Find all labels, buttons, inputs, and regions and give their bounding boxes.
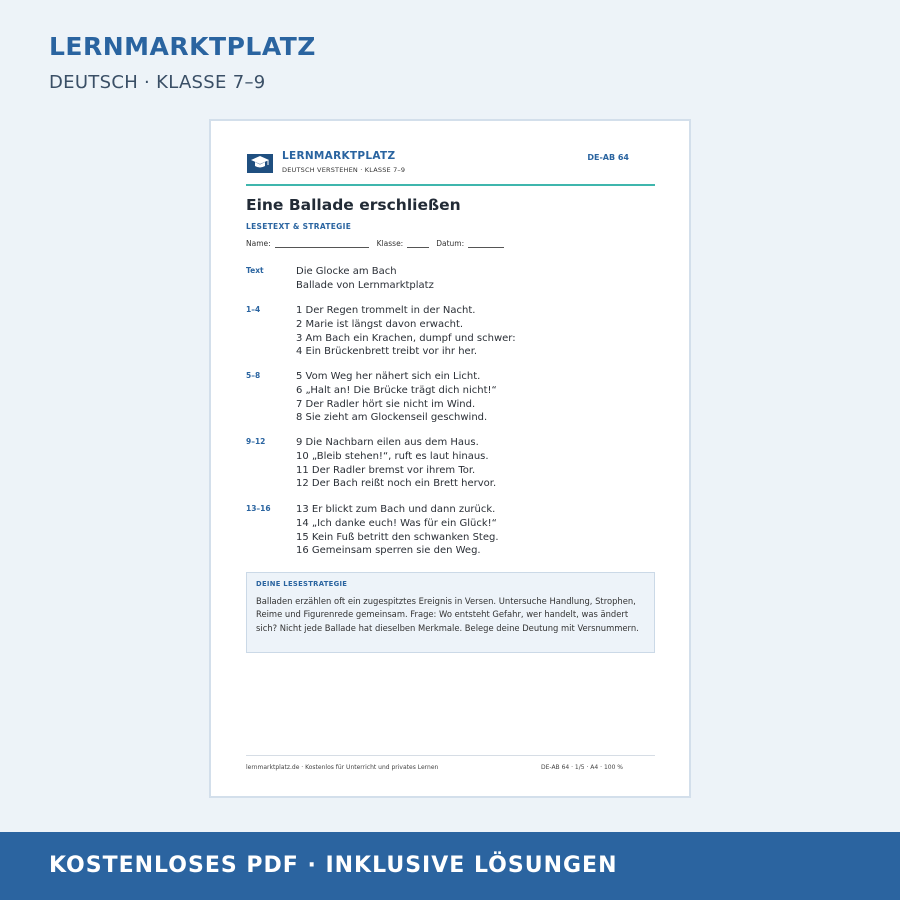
- worksheet-title: Eine Ballade erschließen: [246, 196, 461, 214]
- brand-title: LERNMARKTPLATZ: [49, 32, 316, 61]
- text-line: Ballade von Lernmarktplatz: [296, 279, 434, 291]
- verse-line: 4 Ein Brückenbrett treibt vor ihr her.: [296, 346, 478, 358]
- block-label: 5–8: [246, 371, 261, 380]
- footer-right: DE-AB 64 · 1/5 · A4 · 100 %: [541, 764, 624, 771]
- footer-divider: [246, 755, 655, 756]
- block-label: Text: [246, 266, 264, 275]
- verse-line: 2 Marie ist längst davon erwacht.: [296, 318, 464, 330]
- sheet-brand: LERNMARKTPLATZ: [282, 150, 396, 162]
- worksheet-preview: [209, 119, 691, 798]
- verse-line: 6 „Halt an! Die Brücke trägt dich nicht!“: [296, 384, 497, 396]
- strategy-text: Balladen erzählen oft ein zugespitztes Ereignis in Versen. Untersuche Handlung, Strophen, Reime und Figurenrede gemeinsam. Frage: Wo entsteht Gefahr, wer handelt, was ändert sich? Nicht jede Ballade hat dieselben Merkmale. Belege deine Deutung mit Versnummern.: [256, 596, 639, 633]
- verse-line: 13 Er blickt zum Bach und dann zurück.: [296, 504, 496, 515]
- verse-line: 5 Vom Weg her nähert sich ein Licht.: [296, 371, 481, 382]
- banner-text: KOSTENLOSES PDF · INKLUSIVE LÖSUNGEN: [49, 853, 618, 878]
- header-divider: [246, 184, 655, 186]
- verse-line: 12 Der Bach reißt noch ein Brett hervor.: [296, 478, 497, 490]
- datum-label: Datum:: [436, 239, 465, 248]
- verse-line: 7 Der Radler hört sie nicht im Wind.: [296, 398, 476, 410]
- verse-line: 8 Sie zieht am Glockenseil geschwind.: [296, 412, 488, 424]
- verse-line: 9 Die Nachbarn eilen aus dem Haus.: [296, 437, 479, 448]
- verse-line: 14 „Ich danke euch! Was für ein Glück!“: [296, 517, 497, 529]
- graduation-cap-book-icon: [247, 151, 273, 173]
- promo-banner: [0, 832, 900, 900]
- verse-line: 11 Der Radler bremst vor ihrem Tor.: [296, 464, 476, 476]
- strategy-box: [246, 572, 655, 653]
- student-fields: [246, 239, 508, 248]
- name-label: Name:: [246, 239, 271, 248]
- sheet-brand-subtitle: DEUTSCH VERSTEHEN · KLASSE 7–9: [282, 166, 406, 174]
- text-line: Die Glocke am Bach: [296, 266, 397, 277]
- block-label: 1–4: [246, 305, 261, 314]
- block-label: 13–16: [246, 504, 271, 513]
- verse-line: 10 „Bleib stehen!“, ruft es laut hinaus.: [296, 450, 489, 462]
- datum-blank: [468, 240, 504, 248]
- verse-line: 1 Der Regen trommelt in der Nacht.: [296, 305, 476, 316]
- klasse-blank: [407, 240, 429, 248]
- verse-line: 16 Gemeinsam sperren sie den Weg.: [296, 545, 481, 557]
- brand-subtitle: DEUTSCH · KLASSE 7–9: [49, 72, 266, 93]
- footer-left: lernmarktplatz.de · Kostenlos für Unterricht und privates Lernen: [246, 764, 439, 771]
- worksheet-kicker: LESETEXT & STRATEGIE: [246, 222, 352, 231]
- name-blank: [275, 240, 369, 248]
- strategy-title: DEINE LESESTRATEGIE: [256, 580, 348, 588]
- block-label: 9–12: [246, 437, 266, 446]
- verse-line: 15 Kein Fuß betritt den schwanken Steg.: [296, 531, 499, 543]
- verse-line: 3 Am Bach ein Krachen, dumpf und schwer:: [296, 332, 516, 344]
- sheet-code: DE-AB 64: [587, 153, 629, 162]
- klasse-label: Klasse:: [376, 239, 404, 248]
